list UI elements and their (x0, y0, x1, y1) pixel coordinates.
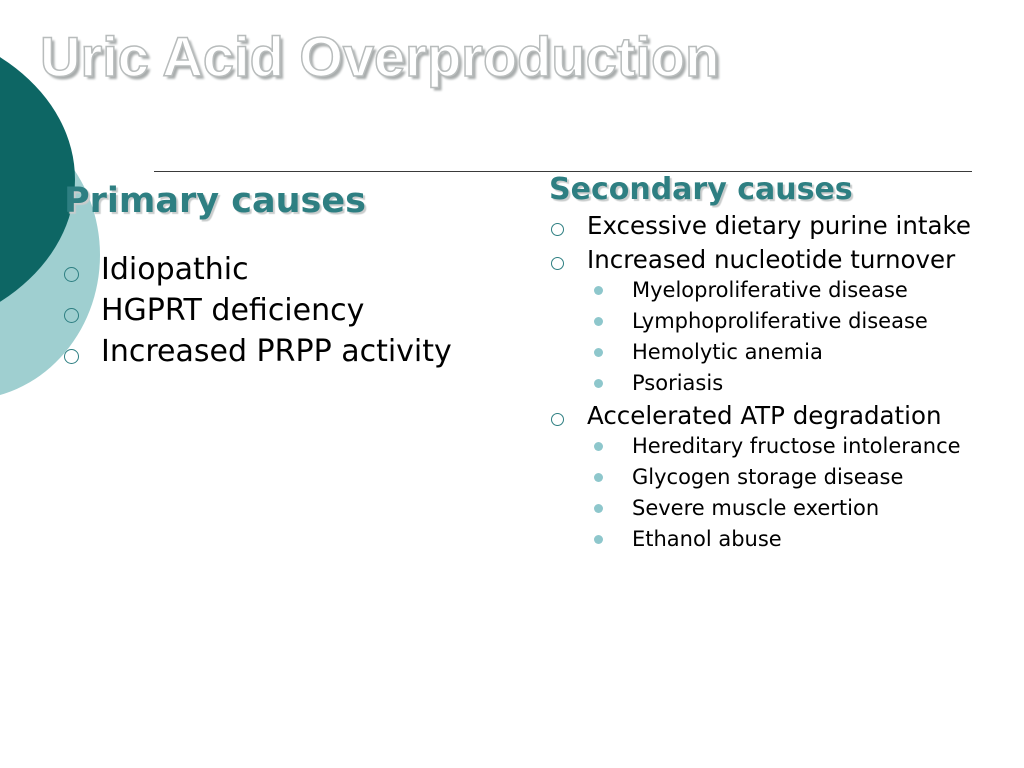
list-item-label: Accelerated ATP degradation (587, 401, 942, 430)
sub-list-item (587, 434, 989, 458)
sub-list-item (587, 340, 989, 364)
list-item (62, 294, 482, 327)
sub-list-item (587, 465, 989, 489)
list-item (549, 402, 989, 551)
ring-bullet-icon (64, 267, 79, 282)
dot-bullet-icon (594, 442, 603, 451)
sub-list-item-label: Hereditary fructose intolerance (632, 434, 961, 458)
dot-bullet-icon (594, 379, 603, 388)
list-item (549, 212, 989, 239)
ring-bullet-icon (551, 413, 564, 426)
sub-list-item-label: Psoriasis (632, 371, 724, 395)
secondary-causes-heading: Secondary causes (549, 172, 853, 207)
dot-bullet-icon (594, 504, 603, 513)
sub-list-item (587, 309, 989, 333)
atp-degradation-sub-list (587, 434, 989, 551)
list-item-label: HGPRT deficiency (101, 293, 365, 328)
sub-list-item-label: Hemolytic anemia (632, 340, 823, 364)
dot-bullet-icon (594, 473, 603, 482)
ring-bullet-icon (551, 223, 564, 236)
list-item-label: Increased PRPP activity (101, 334, 452, 369)
secondary-causes-list (549, 212, 989, 558)
list-item-label: Idiopathic (101, 252, 249, 287)
ring-bullet-icon (64, 308, 79, 323)
dot-bullet-icon (594, 535, 603, 544)
slide-title: Uric Acid Overproduction (40, 25, 720, 88)
sub-list-item-label: Myeloproliferative disease (632, 278, 908, 302)
ring-bullet-icon (64, 349, 79, 364)
sub-list-item-label: Lymphoproliferative disease (632, 309, 928, 333)
primary-causes-heading: Primary causes (64, 181, 366, 221)
sub-list-item-label: Ethanol abuse (632, 527, 782, 551)
dot-bullet-icon (594, 317, 603, 326)
sub-list-item-label: Severe muscle exertion (632, 496, 880, 520)
list-item (62, 253, 482, 286)
ring-bullet-icon (551, 257, 564, 270)
sub-list-item (587, 496, 989, 520)
list-item-label: Excessive dietary purine intake (587, 211, 971, 240)
list-item-label: Increased nucleotide turnover (587, 245, 956, 274)
sub-list-item-label: Glycogen storage disease (632, 465, 904, 489)
primary-causes-list (62, 253, 482, 376)
list-item (549, 246, 989, 395)
nucleotide-turnover-sub-list (587, 278, 989, 395)
sub-list-item (587, 371, 989, 395)
dot-bullet-icon (594, 348, 603, 357)
sub-list-item (587, 278, 989, 302)
list-item (62, 335, 482, 368)
dot-bullet-icon (594, 286, 603, 295)
sub-list-item (587, 527, 989, 551)
